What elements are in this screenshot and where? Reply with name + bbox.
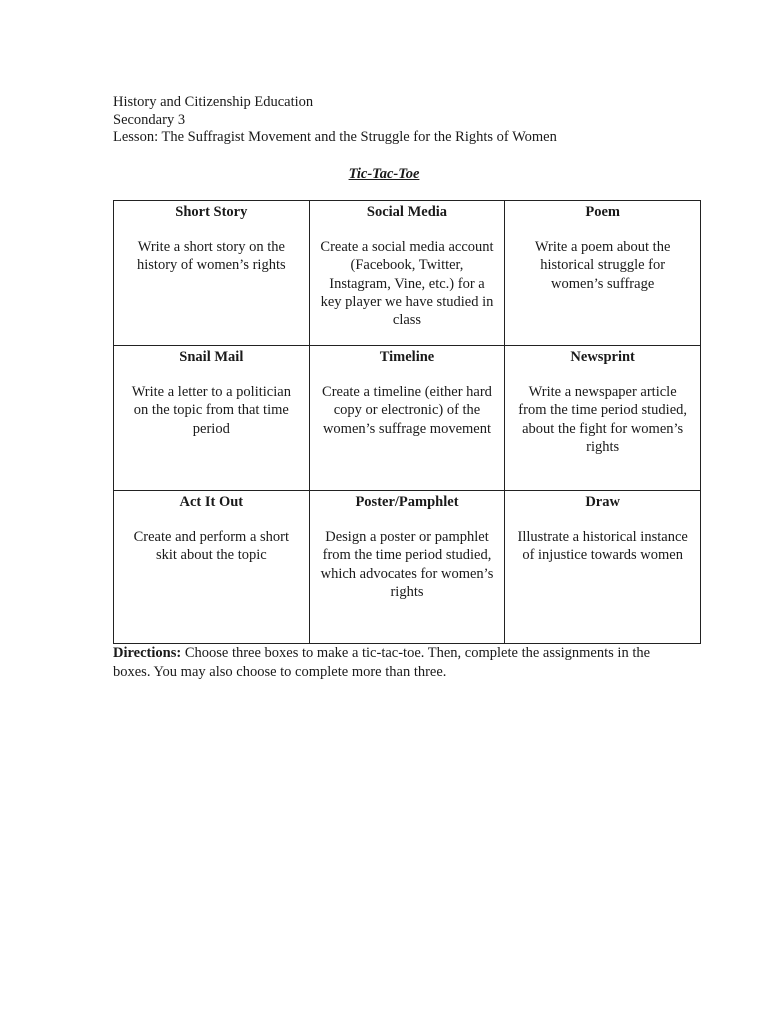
cell-heading: Timeline	[379, 349, 435, 365]
grid-cell-short-story	[114, 201, 310, 346]
directions-paragraph	[113, 644, 673, 682]
course-title: History and Citizenship Education	[113, 94, 314, 110]
cell-heading: Poem	[585, 204, 620, 220]
grid-row	[114, 346, 701, 491]
grid-cell-draw	[505, 491, 701, 644]
tic-tac-toe-grid	[113, 200, 701, 644]
cell-heading: Poster/Pamphlet	[355, 494, 459, 510]
cell-description: Create a social media account (Facebook, Twitter, Instagram, Vine, etc.) for a key player we have studied in class	[320, 239, 494, 329]
cell-heading: Newsprint	[570, 349, 635, 365]
document-header	[113, 94, 557, 147]
grid-cell-snail-mail	[114, 346, 310, 491]
grid-row	[114, 201, 701, 346]
cell-description: Write a letter to a politician on the topic from that time period	[131, 384, 291, 437]
cell-description: Design a poster or pamphlet from the time period studied, which advocates for women’s rights	[320, 529, 494, 600]
cell-description: Create a timeline (either hard copy or electronic) of the women’s suffrage movement	[322, 384, 492, 437]
cell-heading: Draw	[585, 494, 620, 510]
grid-row	[114, 491, 701, 644]
directions-text: Choose three boxes to make a tic-tac-toe. Then, complete the assignments in the boxes. You may also choose to complete more than three.	[113, 645, 651, 680]
page-title: Tic-Tac-Toe	[348, 166, 420, 182]
cell-description: Write a short story on the history of women’s rights	[137, 239, 286, 274]
lesson-title: Lesson: The Suffragist Movement and the Struggle for the Rights of Women	[113, 129, 557, 145]
grid-cell-poem	[505, 201, 701, 346]
grid-cell-timeline	[309, 346, 505, 491]
grade-level: Secondary 3	[113, 111, 186, 128]
grid-cell-act-it-out	[114, 491, 310, 644]
grid-cell-social-media	[309, 201, 505, 346]
cell-description: Write a newspaper article from the time period studied, about the fight for women’s rights	[518, 384, 688, 455]
cell-heading: Short Story	[175, 204, 248, 220]
cell-description: Create and perform a short skit about the topic	[133, 529, 290, 564]
cell-heading: Act It Out	[179, 494, 244, 510]
cell-heading: Snail Mail	[179, 349, 244, 365]
cell-description: Write a poem about the historical struggle for women’s suffrage	[534, 239, 671, 292]
cell-description: Illustrate a historical instance of injustice towards women	[517, 529, 688, 564]
cell-heading: Social Media	[366, 204, 448, 220]
grid-cell-newsprint	[505, 346, 701, 491]
grid-cell-poster-pamphlet	[309, 491, 505, 644]
directions-label: Directions:	[113, 645, 182, 661]
